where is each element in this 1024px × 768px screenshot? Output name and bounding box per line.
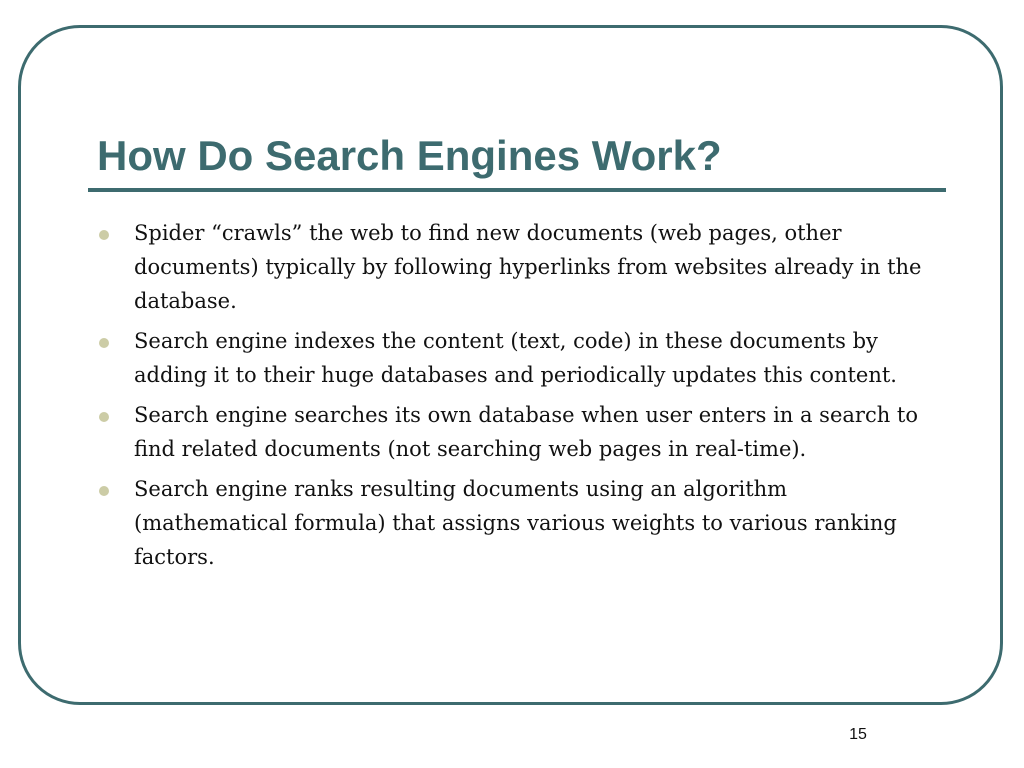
bullet-dot-icon	[99, 412, 109, 422]
page-number: 15	[849, 726, 867, 743]
bullet-text: Search engine ranks resulting documents using an algorithm (mathematical formula) that assigns various weights to various ranking factors.	[134, 477, 897, 569]
bullet-item-indexing	[96, 324, 946, 392]
bullet-item-ranking	[96, 472, 946, 574]
bullet-text: Search engine searches its own database when user enters in a search to find related documents (not searching web pages in real-time).	[134, 403, 918, 461]
slide-title: How Do Search Engines Work?	[97, 132, 722, 179]
bullet-text: Search engine indexes the content (text, code) in these documents by adding it to their huge databases and periodically updates this content.	[134, 329, 897, 387]
bullet-item-crawling	[96, 216, 946, 318]
bullet-dot-icon	[99, 230, 109, 240]
bullet-item-searching	[96, 398, 946, 466]
bullet-list	[96, 216, 946, 580]
bullet-dot-icon	[99, 338, 109, 348]
bullet-dot-icon	[99, 486, 109, 496]
bullet-text: Spider “crawls” the web to find new documents (web pages, other documents) typically by following hyperlinks from websites already in the database.	[134, 221, 922, 313]
title-divider	[88, 188, 946, 192]
